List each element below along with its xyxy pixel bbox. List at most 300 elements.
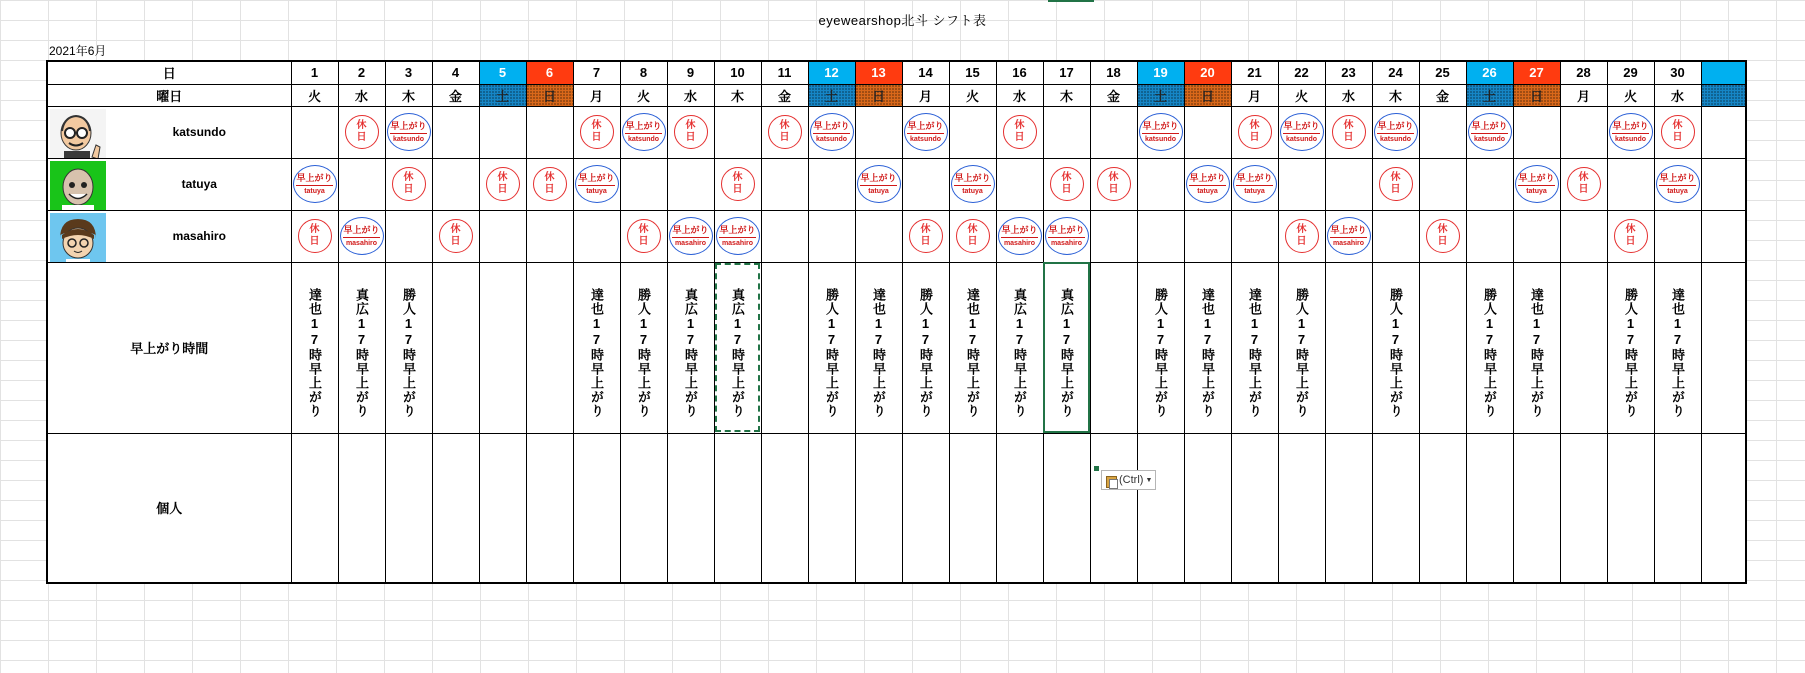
schedule-cell[interactable]	[573, 210, 620, 262]
stamp-text: 早上がり	[343, 226, 379, 238]
stamp-text: 日	[779, 132, 790, 143]
personal-cell[interactable]	[855, 433, 902, 583]
weekday-cell[interactable]: 火	[1278, 84, 1325, 106]
stamp-text: 日	[732, 184, 743, 195]
early-time-text: 達也17時早上がり	[307, 287, 322, 418]
schedule-cell[interactable]	[1560, 158, 1607, 210]
schedule-cell[interactable]	[761, 106, 808, 158]
personal-cell[interactable]	[1560, 433, 1607, 583]
day-number-cell[interactable]: 9	[667, 61, 714, 84]
schedule-cell[interactable]	[1090, 158, 1137, 210]
schedule-cell[interactable]	[996, 106, 1043, 158]
stamp-text: 早上がり	[1659, 174, 1695, 186]
stamp-text: 日	[685, 132, 696, 143]
stamp-text: 日	[544, 184, 555, 195]
schedule-cell[interactable]	[1278, 210, 1325, 262]
early-time-cell[interactable]	[996, 262, 1043, 433]
personal-cell[interactable]	[479, 433, 526, 583]
extra-schedule-cell[interactable]	[1701, 210, 1746, 262]
personal-cell[interactable]	[1513, 433, 1560, 583]
schedule-cell[interactable]	[808, 158, 855, 210]
schedule-cell[interactable]	[1137, 158, 1184, 210]
day-number-cell[interactable]: 17	[1043, 61, 1090, 84]
personal-cell[interactable]	[1137, 433, 1184, 583]
stamp-text: 日	[1343, 132, 1354, 143]
schedule-cell[interactable]	[432, 210, 479, 262]
day-off-stamp-icon	[768, 115, 802, 149]
personal-cell[interactable]	[996, 433, 1043, 583]
early-leave-stamp-icon	[998, 217, 1042, 255]
day-off-stamp-icon	[298, 219, 332, 253]
schedule-cell[interactable]	[526, 158, 573, 210]
schedule-cell[interactable]	[902, 210, 949, 262]
day-number-cell[interactable]: 10	[714, 61, 761, 84]
weekday-cell[interactable]: 月	[1231, 84, 1278, 106]
early-leave-stamp-icon	[575, 165, 619, 203]
schedule-cell[interactable]	[1325, 210, 1372, 262]
weekday-header-label[interactable]: 曜日	[47, 84, 291, 106]
day-number-cell[interactable]: 27	[1513, 61, 1560, 84]
stamp-name: masahiro	[1003, 239, 1036, 247]
weekday-cell[interactable]: 日	[1513, 84, 1560, 106]
weekday-cell[interactable]: 日	[1184, 84, 1231, 106]
stamp-text: 休	[356, 120, 367, 131]
schedule-cell[interactable]	[808, 210, 855, 262]
schedule-cell[interactable]	[1231, 106, 1278, 158]
weekday-cell[interactable]: 火	[620, 84, 667, 106]
day-number-cell[interactable]: 29	[1607, 61, 1654, 84]
personal-cell[interactable]	[949, 433, 996, 583]
stamp-text: 休	[1296, 224, 1307, 235]
weekday-cell[interactable]: 日	[855, 84, 902, 106]
day-off-stamp-icon	[1050, 167, 1084, 201]
early-time-cell[interactable]	[1419, 262, 1466, 433]
stamp-text: 早上がり	[907, 122, 943, 134]
weekday-cell[interactable]: 土	[1466, 84, 1513, 106]
shift-table	[46, 60, 1747, 584]
schedule-cell[interactable]	[1090, 106, 1137, 158]
stamp-text: 早上がり	[296, 174, 332, 186]
schedule-cell[interactable]	[1513, 106, 1560, 158]
early-time-cell[interactable]	[1372, 262, 1419, 433]
schedule-cell[interactable]	[620, 210, 667, 262]
day-number-cell[interactable]: 8	[620, 61, 667, 84]
early-time-cell[interactable]	[620, 262, 667, 433]
schedule-cell[interactable]	[1043, 210, 1090, 262]
day-number-cell[interactable]: 18	[1090, 61, 1137, 84]
weekday-cell[interactable]: 土	[1137, 84, 1184, 106]
schedule-cell[interactable]	[714, 210, 761, 262]
personal-cell[interactable]	[1043, 433, 1090, 583]
schedule-cell[interactable]	[1278, 106, 1325, 158]
schedule-cell[interactable]	[1043, 158, 1090, 210]
schedule-cell[interactable]	[855, 106, 902, 158]
schedule-cell[interactable]	[902, 106, 949, 158]
early-time-cell[interactable]	[1325, 262, 1372, 433]
extra-schedule-cell[interactable]	[1701, 158, 1746, 210]
early-time-text: 達也17時早上がり	[871, 287, 886, 418]
personal-cell[interactable]	[761, 433, 808, 583]
early-time-cell[interactable]	[855, 262, 902, 433]
stamp-text: 日	[591, 132, 602, 143]
weekday-cell[interactable]: 日	[526, 84, 573, 106]
early-time-cell[interactable]	[432, 262, 479, 433]
personal-cell[interactable]	[385, 433, 432, 583]
schedule-cell[interactable]	[1607, 158, 1654, 210]
bald-man-glasses-thumbs-up-icon	[50, 109, 106, 159]
early-time-cell[interactable]	[902, 262, 949, 433]
personal-label[interactable]: 個人	[47, 433, 291, 583]
early-leave-stamp-icon	[1186, 165, 1230, 203]
personal-cell[interactable]	[1607, 433, 1654, 583]
early-time-cell[interactable]	[1466, 262, 1513, 433]
early-time-text: 真広17時早上がり	[1012, 287, 1027, 418]
stamp-name: masahiro	[721, 239, 754, 247]
early-time-cell[interactable]	[291, 262, 338, 433]
day-off-stamp-icon	[721, 167, 755, 201]
schedule-cell[interactable]	[1372, 210, 1419, 262]
schedule-cell[interactable]	[1184, 158, 1231, 210]
schedule-cell[interactable]	[385, 106, 432, 158]
paste-options-button[interactable]	[1101, 470, 1156, 490]
schedule-cell[interactable]	[338, 210, 385, 262]
schedule-cell[interactable]	[667, 106, 714, 158]
early-time-cell[interactable]	[1560, 262, 1607, 433]
schedule-cell[interactable]	[479, 106, 526, 158]
schedule-cell[interactable]	[1419, 210, 1466, 262]
stamp-text: 休	[1061, 172, 1072, 183]
schedule-cell[interactable]	[949, 210, 996, 262]
extra-early-cell[interactable]	[1701, 262, 1746, 433]
day-number-cell[interactable]: 22	[1278, 61, 1325, 84]
schedule-cell[interactable]	[1184, 210, 1231, 262]
schedule-cell[interactable]	[1325, 106, 1372, 158]
schedule-cell[interactable]	[526, 210, 573, 262]
weekday-cell[interactable]: 水	[338, 84, 385, 106]
personal-cell[interactable]	[620, 433, 667, 583]
weekday-cell[interactable]: 月	[1560, 84, 1607, 106]
weekday-cell[interactable]: 月	[902, 84, 949, 106]
schedule-cell[interactable]	[1043, 106, 1090, 158]
schedule-cell[interactable]	[1137, 210, 1184, 262]
early-time-cell[interactable]	[808, 262, 855, 433]
schedule-cell[interactable]	[714, 158, 761, 210]
schedule-cell[interactable]	[949, 158, 996, 210]
personal-cell[interactable]	[526, 433, 573, 583]
personal-cell[interactable]	[338, 433, 385, 583]
personal-cell[interactable]	[1184, 433, 1231, 583]
weekday-cell[interactable]: 土	[808, 84, 855, 106]
personal-cell[interactable]	[1325, 433, 1372, 583]
staff-name-cell[interactable]	[47, 106, 291, 158]
day-header-label[interactable]: 日	[47, 61, 291, 84]
schedule-cell[interactable]	[996, 158, 1043, 210]
staff-name-cell[interactable]	[47, 158, 291, 210]
schedule-cell[interactable]	[667, 210, 714, 262]
schedule-cell[interactable]	[1372, 158, 1419, 210]
schedule-cell[interactable]	[479, 158, 526, 210]
paste-options-label: (Ctrl)	[1119, 474, 1144, 486]
weekday-cell[interactable]: 水	[667, 84, 714, 106]
schedule-cell[interactable]	[667, 158, 714, 210]
stamp-text: 日	[1061, 184, 1072, 195]
early-leave-stamp-icon	[1374, 113, 1418, 151]
weekday-cell[interactable]: 金	[761, 84, 808, 106]
schedule-cell[interactable]	[385, 210, 432, 262]
schedule-cell[interactable]	[620, 106, 667, 158]
schedule-cell[interactable]	[291, 210, 338, 262]
fill-handle[interactable]	[1093, 465, 1100, 472]
schedule-cell[interactable]	[620, 158, 667, 210]
day-number-cell[interactable]: 16	[996, 61, 1043, 84]
weekday-cell[interactable]: 火	[949, 84, 996, 106]
schedule-cell[interactable]	[1231, 210, 1278, 262]
schedule-cell[interactable]	[1513, 210, 1560, 262]
schedule-cell[interactable]	[573, 106, 620, 158]
day-number-cell[interactable]: 4	[432, 61, 479, 84]
early-time-text: 勝人17時早上がり	[824, 287, 839, 418]
stamp-name: katsundo	[392, 135, 425, 143]
weekday-cell[interactable]: 火	[1607, 84, 1654, 106]
personal-cell[interactable]	[1372, 433, 1419, 583]
stamp-text: 休	[1672, 120, 1683, 131]
weekday-cell[interactable]: 水	[1325, 84, 1372, 106]
smiling-man-green-bg-icon	[50, 161, 106, 211]
schedule-cell[interactable]	[1231, 158, 1278, 210]
schedule-cell[interactable]	[291, 158, 338, 210]
extra-header-cell[interactable]	[1701, 61, 1746, 84]
day-off-stamp-icon	[1661, 115, 1695, 149]
stamp-text: 早上がり	[672, 226, 708, 238]
stamp-name: katsundo	[815, 135, 848, 143]
weekday-cell[interactable]: 木	[1372, 84, 1419, 106]
schedule-cell[interactable]	[1466, 158, 1513, 210]
stamp-text: 早上がり	[1236, 174, 1272, 186]
day-number-cell[interactable]: 14	[902, 61, 949, 84]
schedule-cell[interactable]	[338, 106, 385, 158]
early-time-cell[interactable]	[338, 262, 385, 433]
staff-name-cell[interactable]	[47, 210, 291, 262]
personal-cell[interactable]	[291, 433, 338, 583]
schedule-cell[interactable]	[1560, 210, 1607, 262]
schedule-cell[interactable]	[1654, 210, 1701, 262]
personal-cell[interactable]	[432, 433, 479, 583]
early-time-cell[interactable]	[1184, 262, 1231, 433]
weekday-cell[interactable]: 木	[1043, 84, 1090, 106]
early-time-cell[interactable]	[761, 262, 808, 433]
stamp-text: 日	[497, 184, 508, 195]
day-number-cell[interactable]: 15	[949, 61, 996, 84]
schedule-cell[interactable]	[432, 106, 479, 158]
schedule-cell[interactable]	[1278, 158, 1325, 210]
day-number-cell[interactable]: 26	[1466, 61, 1513, 84]
schedule-cell[interactable]	[1560, 106, 1607, 158]
schedule-cell[interactable]	[432, 158, 479, 210]
schedule-cell[interactable]	[573, 158, 620, 210]
day-number-cell[interactable]: 25	[1419, 61, 1466, 84]
day-off-stamp-icon	[1567, 167, 1601, 201]
personal-cell[interactable]	[1231, 433, 1278, 583]
early-time-cell[interactable]	[1090, 262, 1137, 433]
schedule-cell[interactable]	[385, 158, 432, 210]
stamp-text: 休	[403, 172, 414, 183]
day-off-stamp-icon	[486, 167, 520, 201]
schedule-cell[interactable]	[1607, 210, 1654, 262]
extra-weekday-cell[interactable]	[1701, 84, 1746, 106]
day-number-cell[interactable]: 11	[761, 61, 808, 84]
weekday-cell[interactable]: 金	[1419, 84, 1466, 106]
early-time-cell[interactable]	[573, 262, 620, 433]
day-number-cell[interactable]: 5	[479, 61, 526, 84]
personal-cell[interactable]	[1090, 433, 1137, 583]
early-time-cell[interactable]	[385, 262, 432, 433]
schedule-cell[interactable]	[291, 106, 338, 158]
early-time-cell[interactable]	[1043, 262, 1090, 433]
schedule-cell[interactable]	[479, 210, 526, 262]
day-number-cell[interactable]: 21	[1231, 61, 1278, 84]
schedule-cell[interactable]	[761, 158, 808, 210]
day-number-cell[interactable]: 24	[1372, 61, 1419, 84]
early-time-text: 真広17時早上がり	[354, 287, 369, 418]
schedule-cell[interactable]	[714, 106, 761, 158]
stamp-name: tatuya	[1197, 187, 1218, 195]
personal-cell[interactable]	[1701, 433, 1746, 583]
schedule-cell[interactable]	[1137, 106, 1184, 158]
early-time-cell[interactable]	[1278, 262, 1325, 433]
early-time-cell[interactable]	[479, 262, 526, 433]
personal-cell[interactable]	[902, 433, 949, 583]
weekday-cell[interactable]: 金	[432, 84, 479, 106]
early-time-text: 勝人17時早上がり	[401, 287, 416, 418]
schedule-cell[interactable]	[949, 106, 996, 158]
schedule-cell[interactable]	[1090, 210, 1137, 262]
day-number-cell[interactable]: 13	[855, 61, 902, 84]
stamp-text: 日	[920, 236, 931, 247]
schedule-cell[interactable]	[1513, 158, 1560, 210]
day-number-cell[interactable]: 30	[1654, 61, 1701, 84]
early-leave-stamp-icon	[1656, 165, 1700, 203]
day-number-cell[interactable]: 28	[1560, 61, 1607, 84]
stamp-text: 早上がり	[1471, 122, 1507, 134]
stamp-text: 休	[732, 172, 743, 183]
schedule-cell[interactable]	[855, 158, 902, 210]
early-time-text: 真広17時早上がり	[683, 287, 698, 418]
personal-cell[interactable]	[1466, 433, 1513, 583]
weekday-cell[interactable]: 木	[385, 84, 432, 106]
schedule-cell[interactable]	[1654, 158, 1701, 210]
early-time-text: 勝人17時早上がり	[1294, 287, 1309, 418]
day-number-cell[interactable]: 7	[573, 61, 620, 84]
early-time-cell[interactable]	[667, 262, 714, 433]
schedule-cell[interactable]	[996, 210, 1043, 262]
day-number-cell[interactable]: 1	[291, 61, 338, 84]
personal-cell[interactable]	[808, 433, 855, 583]
day-off-stamp-icon	[1426, 219, 1460, 253]
weekday-cell[interactable]: 金	[1090, 84, 1137, 106]
weekday-cell[interactable]: 土	[479, 84, 526, 106]
personal-cell[interactable]	[1278, 433, 1325, 583]
early-leave-stamp-icon	[1609, 113, 1653, 151]
stamp-name: katsundo	[909, 135, 942, 143]
schedule-cell[interactable]	[855, 210, 902, 262]
early-time-cell[interactable]	[949, 262, 996, 433]
stamp-name: katsundo	[1144, 135, 1177, 143]
stamp-text: 早上がり	[625, 122, 661, 134]
stamp-name: tatuya	[1244, 187, 1265, 195]
stamp-text: 日	[1437, 236, 1448, 247]
stamp-text: 早上がり	[1612, 122, 1648, 134]
schedule-cell[interactable]	[338, 158, 385, 210]
schedule-cell[interactable]	[1654, 106, 1701, 158]
personal-cell[interactable]	[1419, 433, 1466, 583]
stamp-text: 休	[1625, 224, 1636, 235]
schedule-cell[interactable]	[1607, 106, 1654, 158]
stamp-name: katsundo	[1285, 135, 1318, 143]
schedule-cell[interactable]	[1419, 106, 1466, 158]
early-time-label[interactable]: 早上がり時間	[47, 262, 291, 433]
day-off-stamp-icon	[627, 219, 661, 253]
stamp-text: 休	[1578, 172, 1589, 183]
weekday-cell[interactable]: 木	[714, 84, 761, 106]
schedule-cell[interactable]	[1372, 106, 1419, 158]
schedule-cell[interactable]	[1325, 158, 1372, 210]
early-time-cell[interactable]	[1137, 262, 1184, 433]
stamp-text: 休	[967, 224, 978, 235]
schedule-cell[interactable]	[526, 106, 573, 158]
personal-cell[interactable]	[714, 433, 761, 583]
day-number-cell[interactable]: 6	[526, 61, 573, 84]
schedule-cell[interactable]	[902, 158, 949, 210]
day-number-cell[interactable]: 3	[385, 61, 432, 84]
stamp-text: 休	[779, 120, 790, 131]
early-time-text: 達也17時早上がり	[1529, 287, 1544, 418]
early-leave-stamp-icon	[951, 165, 995, 203]
day-off-stamp-icon	[1332, 115, 1366, 149]
early-time-cell[interactable]	[1654, 262, 1701, 433]
extra-schedule-cell[interactable]	[1701, 106, 1746, 158]
day-number-cell[interactable]: 20	[1184, 61, 1231, 84]
early-time-cell[interactable]	[1513, 262, 1560, 433]
day-off-stamp-icon	[674, 115, 708, 149]
day-number-cell[interactable]: 12	[808, 61, 855, 84]
stamp-name: tatuya	[1526, 187, 1547, 195]
day-number-cell[interactable]: 19	[1137, 61, 1184, 84]
early-time-cell[interactable]	[1607, 262, 1654, 433]
weekday-cell[interactable]: 月	[573, 84, 620, 106]
stamp-text: 早上がり	[813, 122, 849, 134]
schedule-cell[interactable]	[1184, 106, 1231, 158]
day-number-cell[interactable]: 2	[338, 61, 385, 84]
early-time-text: 勝人17時早上がり	[918, 287, 933, 418]
personal-cell[interactable]	[667, 433, 714, 583]
schedule-cell[interactable]	[1466, 210, 1513, 262]
schedule-cell[interactable]	[1466, 106, 1513, 158]
schedule-cell[interactable]	[761, 210, 808, 262]
schedule-cell[interactable]	[808, 106, 855, 158]
day-number-cell[interactable]: 23	[1325, 61, 1372, 84]
weekday-cell[interactable]: 水	[1654, 84, 1701, 106]
personal-cell[interactable]	[573, 433, 620, 583]
early-time-cell[interactable]	[526, 262, 573, 433]
personal-cell[interactable]	[1654, 433, 1701, 583]
early-time-cell[interactable]	[714, 262, 761, 433]
early-time-cell[interactable]	[1231, 262, 1278, 433]
schedule-cell[interactable]	[1419, 158, 1466, 210]
weekday-cell[interactable]: 火	[291, 84, 338, 106]
stamp-text: 休	[1014, 120, 1025, 131]
weekday-cell[interactable]: 水	[996, 84, 1043, 106]
stamp-text: 早上がり	[1142, 122, 1178, 134]
